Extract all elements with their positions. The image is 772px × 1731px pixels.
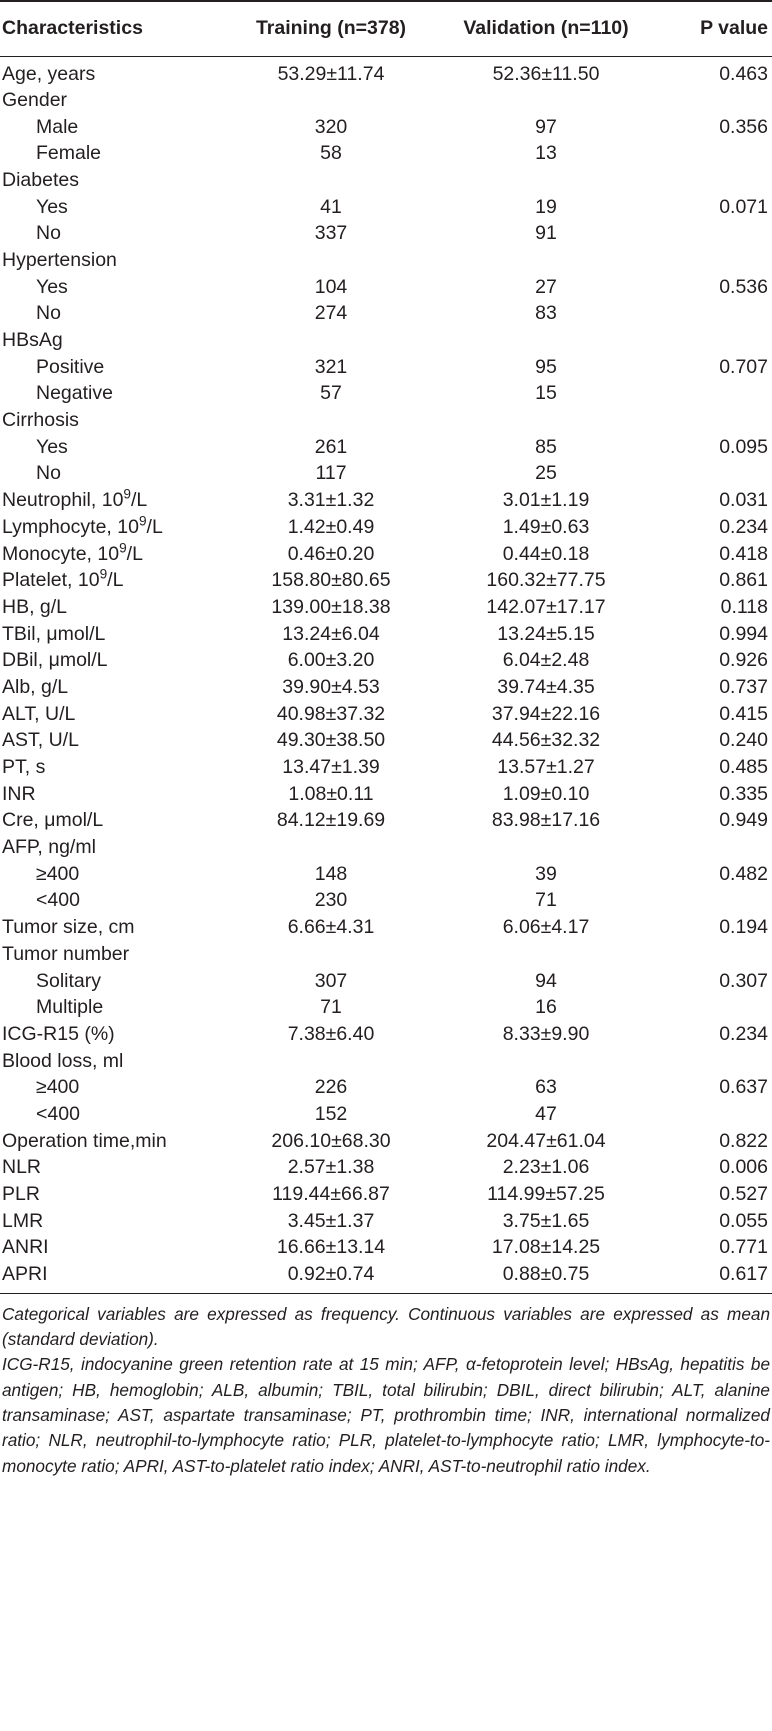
row-label-unit: /L <box>146 515 163 538</box>
training-value <box>226 834 436 861</box>
row-label <box>0 514 226 541</box>
row-label <box>0 167 226 194</box>
validation-value: 6.06±4.17 <box>502 916 590 939</box>
training-value: 57 <box>320 382 342 405</box>
training-value: 3.45±1.37 <box>287 1209 375 1232</box>
table-row <box>0 56 772 87</box>
p-value: 0.418 <box>719 542 768 565</box>
table-row <box>0 407 772 434</box>
row-label-text: Tumor size, cm <box>2 916 135 939</box>
p-value <box>656 247 772 274</box>
validation-value: 52.36±11.50 <box>492 62 600 85</box>
table-footnotes <box>0 1294 772 1479</box>
p-value <box>656 941 772 968</box>
validation-value: 160.32±77.75 <box>486 569 606 592</box>
training-value: 49.30±38.50 <box>276 729 386 752</box>
row-label <box>0 1154 226 1181</box>
training-value: 13.24±6.04 <box>282 622 380 645</box>
training-value: 261 <box>314 435 348 458</box>
row-label-text: TBil, μmol/L <box>2 622 106 645</box>
row-label-text: Age, years <box>2 62 96 85</box>
row-label <box>0 594 226 621</box>
row-label-text: Positive <box>36 355 105 378</box>
validation-value: 13.24±5.15 <box>497 622 595 645</box>
table-row <box>0 754 772 781</box>
row-label <box>0 380 226 407</box>
table-row <box>0 113 772 140</box>
row-label-text: Female <box>36 142 102 165</box>
validation-value <box>436 167 656 194</box>
validation-value: 114.99±57.25 <box>487 1183 605 1206</box>
table-body <box>0 56 772 1293</box>
row-label <box>0 433 226 460</box>
row-label-text: Platelet, 10 <box>2 569 100 592</box>
row-label-text: No <box>36 462 61 485</box>
row-label-text: ALT, U/L <box>2 702 76 725</box>
training-value: 152 <box>314 1102 348 1125</box>
p-value: 0.335 <box>719 782 768 805</box>
training-value: 320 <box>314 115 348 138</box>
validation-value: 15 <box>535 382 557 405</box>
table-row <box>0 247 772 274</box>
table-row <box>0 540 772 567</box>
row-label <box>0 193 226 220</box>
validation-value: 0.88±0.75 <box>436 1261 656 1294</box>
header-characteristics: Characteristics <box>0 1 226 56</box>
row-label-text: Operation time,min <box>2 1129 167 1152</box>
table-row <box>0 594 772 621</box>
table-row <box>0 1181 772 1208</box>
row-label-text: HBsAg <box>2 329 63 352</box>
training-value: 321 <box>314 355 348 378</box>
validation-value: 85 <box>535 435 557 458</box>
row-label-text: Blood loss, ml <box>2 1049 124 1072</box>
training-value: 148 <box>314 862 348 885</box>
p-value: 0.926 <box>719 649 768 672</box>
row-label-text: Multiple <box>36 996 104 1019</box>
p-value: 0.771 <box>719 1236 768 1259</box>
row-label <box>0 487 226 514</box>
row-label <box>0 1047 226 1074</box>
row-label-text: DBil, μmol/L <box>2 649 108 672</box>
validation-value <box>436 941 656 968</box>
validation-value <box>436 834 656 861</box>
row-label <box>0 620 226 647</box>
training-value: 3.31±1.32 <box>287 489 375 512</box>
table-row <box>0 1047 772 1074</box>
validation-value: 83.98±17.16 <box>491 809 601 832</box>
table-row <box>0 1074 772 1101</box>
validation-value: 8.33±9.90 <box>502 1022 590 1045</box>
p-value: 0.637 <box>719 1076 768 1099</box>
row-label-text: ICG-R15 (%) <box>2 1022 115 1045</box>
training-value: 16.66±13.14 <box>276 1236 386 1259</box>
table-row <box>0 1154 772 1181</box>
p-value: 0.617 <box>656 1261 772 1294</box>
row-label <box>0 87 226 114</box>
row-label-text: LMR <box>2 1209 44 1232</box>
row-label <box>0 327 226 354</box>
training-value: 71 <box>320 996 342 1019</box>
header-p-value: P value <box>656 1 772 56</box>
row-label <box>0 140 226 167</box>
row-label-text: AST, U/L <box>2 729 79 752</box>
table-row <box>0 87 772 114</box>
table-row <box>0 620 772 647</box>
p-value <box>656 1047 772 1074</box>
row-label-text: Monocyte, 10 <box>2 542 120 565</box>
table-row <box>0 700 772 727</box>
footnote-expression: Categorical variables are expressed as frequency. Continuous variables are expressed as mean (standard deviation). <box>2 1303 770 1350</box>
row-label <box>0 941 226 968</box>
row-label <box>0 1261 226 1294</box>
training-value: 117 <box>315 462 347 485</box>
training-value: 6.66±4.31 <box>287 916 375 939</box>
row-label <box>0 674 226 701</box>
row-label-exponent: 9 <box>119 540 127 556</box>
p-value: 0.071 <box>719 195 768 218</box>
row-label-text: ANRI <box>2 1236 49 1259</box>
validation-value: 44.56±32.32 <box>491 729 601 752</box>
p-value: 0.822 <box>719 1129 768 1152</box>
row-label <box>0 113 226 140</box>
table-row <box>0 1261 772 1294</box>
header-validation: Validation (n=110) <box>436 1 656 56</box>
training-value: 139.00±18.38 <box>271 595 391 618</box>
table-row <box>0 273 772 300</box>
p-value <box>656 140 772 167</box>
p-value: 0.707 <box>719 355 768 378</box>
row-label-text: Solitary <box>36 969 102 992</box>
table-row <box>0 433 772 460</box>
table-row <box>0 460 772 487</box>
row-label-text: Cre, μmol/L <box>2 809 104 832</box>
validation-value <box>436 327 656 354</box>
row-label-text: APRI <box>2 1262 48 1285</box>
row-label <box>0 994 226 1021</box>
row-label-text: ≥400 <box>36 862 80 885</box>
table-row <box>0 887 772 914</box>
table-row <box>0 220 772 247</box>
p-value <box>656 1101 772 1128</box>
validation-value: 25 <box>535 462 557 485</box>
p-value <box>656 87 772 114</box>
row-label <box>0 460 226 487</box>
row-label-text: Male <box>36 115 79 138</box>
p-value: 0.527 <box>719 1183 768 1206</box>
p-value: 0.118 <box>720 595 768 618</box>
training-value <box>226 1047 436 1074</box>
row-label <box>0 353 226 380</box>
validation-value <box>436 87 656 114</box>
p-value: 0.949 <box>719 809 768 832</box>
row-label-text: PLR <box>2 1183 40 1206</box>
table-row <box>0 1101 772 1128</box>
p-value: 0.307 <box>719 969 768 992</box>
row-label <box>0 700 226 727</box>
row-label <box>0 754 226 781</box>
row-label <box>0 1207 226 1234</box>
row-label-text: Cirrhosis <box>2 409 79 432</box>
validation-value: 2.23±1.06 <box>502 1156 590 1179</box>
validation-value: 3.75±1.65 <box>502 1209 590 1232</box>
training-value: 13.47±1.39 <box>282 756 380 779</box>
row-label-text: Lymphocyte, 10 <box>2 515 139 538</box>
table-row <box>0 994 772 1021</box>
validation-value: 27 <box>535 275 557 298</box>
validation-value: 39.74±4.35 <box>497 675 595 698</box>
row-label <box>0 247 226 274</box>
p-value <box>656 887 772 914</box>
p-value: 0.482 <box>719 862 768 885</box>
row-label-text: NLR <box>2 1156 42 1179</box>
validation-value: 13.57±1.27 <box>497 756 595 779</box>
training-value: 307 <box>314 969 348 992</box>
p-value: 0.737 <box>719 675 768 698</box>
validation-value: 97 <box>535 115 557 138</box>
p-value <box>656 994 772 1021</box>
row-label-text: <400 <box>36 1102 80 1125</box>
row-label <box>0 647 226 674</box>
table-row <box>0 967 772 994</box>
table-row <box>0 514 772 541</box>
training-value: 1.08±0.11 <box>288 782 374 805</box>
row-label-text: ≥400 <box>36 1076 80 1099</box>
row-label <box>0 567 226 594</box>
training-value: 40.98±37.32 <box>276 702 386 725</box>
validation-value: 16 <box>535 996 557 1019</box>
p-value: 0.031 <box>719 489 768 512</box>
table-row <box>0 353 772 380</box>
training-value <box>226 407 436 434</box>
table-row <box>0 780 772 807</box>
p-value <box>656 327 772 354</box>
row-label-text: Yes <box>36 435 68 458</box>
table-row <box>0 380 772 407</box>
validation-value: 37.94±22.16 <box>491 702 601 725</box>
training-value: 206.10±68.30 <box>271 1129 391 1152</box>
table-row <box>0 807 772 834</box>
p-value: 0.415 <box>719 702 768 725</box>
row-label <box>0 300 226 327</box>
row-label <box>0 1021 226 1048</box>
validation-value: 71 <box>535 889 557 912</box>
training-value: 226 <box>314 1076 348 1099</box>
p-value: 0.006 <box>719 1156 768 1179</box>
row-label <box>0 220 226 247</box>
p-value: 0.234 <box>719 1022 768 1045</box>
table-row <box>0 140 772 167</box>
table-row <box>0 1127 772 1154</box>
row-label-unit: /L <box>107 569 124 592</box>
validation-value: 47 <box>535 1102 557 1125</box>
row-label <box>0 860 226 887</box>
validation-value: 19 <box>535 195 557 218</box>
row-label-text: Yes <box>36 275 68 298</box>
table-row <box>0 1021 772 1048</box>
table-row <box>0 674 772 701</box>
table-row <box>0 834 772 861</box>
validation-value: 95 <box>535 355 557 378</box>
p-value <box>656 834 772 861</box>
p-value <box>656 380 772 407</box>
p-value <box>656 220 772 247</box>
row-label-text: No <box>36 302 61 325</box>
table-row <box>0 941 772 968</box>
validation-value: 91 <box>535 222 557 245</box>
row-label-exponent: 9 <box>123 486 132 502</box>
header-training: Training (n=378) <box>226 1 436 56</box>
p-value: 0.536 <box>719 275 768 298</box>
validation-value <box>436 247 656 274</box>
training-value: 7.38±6.40 <box>287 1022 375 1045</box>
row-label-unit: /L <box>126 542 143 565</box>
row-label-text: Gender <box>2 88 68 111</box>
training-value: 2.57±1.38 <box>287 1156 375 1179</box>
validation-value: 83 <box>535 302 557 325</box>
training-value: 230 <box>314 889 348 912</box>
training-value <box>226 941 436 968</box>
p-value <box>656 300 772 327</box>
row-label <box>0 834 226 861</box>
training-value <box>226 327 436 354</box>
table-row <box>0 1207 772 1234</box>
validation-value: 17.08±14.25 <box>491 1236 601 1259</box>
validation-value: 6.04±2.48 <box>502 649 590 672</box>
p-value: 0.485 <box>719 756 768 779</box>
training-value <box>226 247 436 274</box>
p-value: 0.861 <box>719 569 768 592</box>
p-value <box>656 460 772 487</box>
row-label <box>0 807 226 834</box>
p-value <box>656 407 772 434</box>
row-label-exponent: 9 <box>99 566 108 582</box>
validation-value: 142.07±17.17 <box>486 595 606 618</box>
training-value: 58 <box>320 142 342 165</box>
training-value: 0.46±0.20 <box>287 542 375 565</box>
training-value: 41 <box>320 195 342 218</box>
training-value <box>226 87 436 114</box>
row-label <box>0 727 226 754</box>
table-row <box>0 727 772 754</box>
row-label-text: Yes <box>36 195 68 218</box>
table-row <box>0 647 772 674</box>
table-row <box>0 327 772 354</box>
p-value: 0.095 <box>719 435 768 458</box>
p-value: 0.194 <box>719 916 768 939</box>
table-row <box>0 1234 772 1261</box>
row-label <box>0 1127 226 1154</box>
row-label-text: HB, g/L <box>2 595 68 618</box>
row-label-text: Diabetes <box>2 168 79 191</box>
table-row <box>0 193 772 220</box>
footnote-abbreviations: ICG-R15, indocyanine green retention rate at 15 min; AFP, α-fetoprotein level; HBsAg, hepatitis be antigen; HB, hemoglobin; ALB, albumin; TBIL, total bilirubin; DBIL, direct bilirubin; ALT, alanine transaminase; AST, aspartate transaminase; PT, prothrombin time; INR, international normalized ratio; NLR, neutrophil-to-lymphocyte ratio; PLR, platelet-to-lymphocyte ratio; LMR, lymphocyte-to-monocyte ratio; APRI, AST-to-platelet ratio index; ANRI, AST-to-neutrophil ratio index. <box>2 1354 770 1476</box>
validation-value: 204.47±61.04 <box>486 1129 606 1152</box>
p-value: 0.240 <box>719 729 768 752</box>
row-label-text: AFP, ng/ml <box>2 836 96 859</box>
validation-value <box>436 407 656 434</box>
row-label <box>0 56 226 87</box>
row-label <box>0 273 226 300</box>
training-value: 6.00±3.20 <box>287 649 375 672</box>
row-label <box>0 1234 226 1261</box>
validation-value: 13 <box>535 142 557 165</box>
table-row <box>0 860 772 887</box>
table-row <box>0 914 772 941</box>
row-label <box>0 914 226 941</box>
row-label <box>0 967 226 994</box>
row-label-unit: /L <box>131 489 148 512</box>
table-header <box>0 1 772 56</box>
training-value <box>226 167 436 194</box>
validation-value: 0.44±0.18 <box>502 542 590 565</box>
row-label <box>0 1101 226 1128</box>
row-label-text: Neutrophil, 10 <box>2 489 124 512</box>
validation-value: 3.01±1.19 <box>502 489 590 512</box>
validation-value: 39 <box>535 862 557 885</box>
training-value: 0.92±0.74 <box>226 1261 436 1294</box>
p-value: 0.234 <box>719 515 768 538</box>
training-value: 274 <box>314 302 348 325</box>
validation-value: 1.09±0.10 <box>502 782 590 805</box>
row-label <box>0 540 226 567</box>
training-value: 104 <box>314 275 348 298</box>
p-value <box>656 167 772 194</box>
validation-value: 94 <box>535 969 557 992</box>
table-row <box>0 167 772 194</box>
training-value: 39.90±4.53 <box>282 675 380 698</box>
training-value: 337 <box>314 222 348 245</box>
row-label-text: No <box>36 222 61 245</box>
row-label-text: Negative <box>36 382 113 405</box>
row-label-text: Alb, g/L <box>2 675 69 698</box>
row-label-text: INR <box>2 782 36 805</box>
table-row <box>0 487 772 514</box>
p-value: 0.356 <box>719 115 768 138</box>
row-label-text: Hypertension <box>2 248 117 271</box>
p-value: 0.463 <box>719 62 768 85</box>
row-label <box>0 1074 226 1101</box>
training-value: 53.29±11.74 <box>277 62 385 85</box>
table-row <box>0 300 772 327</box>
table-row <box>0 567 772 594</box>
row-label <box>0 407 226 434</box>
row-label <box>0 780 226 807</box>
row-label-text: <400 <box>36 889 80 912</box>
validation-value: 63 <box>535 1076 557 1099</box>
row-label <box>0 1181 226 1208</box>
validation-value <box>436 1047 656 1074</box>
p-value: 0.994 <box>719 622 768 645</box>
training-value: 119.44±66.87 <box>272 1183 390 1206</box>
p-value: 0.055 <box>719 1209 768 1232</box>
row-label <box>0 887 226 914</box>
training-value: 84.12±19.69 <box>276 809 386 832</box>
row-label-exponent: 9 <box>138 513 147 529</box>
training-value: 1.42±0.49 <box>287 515 375 538</box>
row-label-text: Tumor number <box>2 942 130 965</box>
training-value: 158.80±80.65 <box>271 569 391 592</box>
row-label-text: PT, s <box>2 756 46 779</box>
validation-value: 1.49±0.63 <box>502 515 590 538</box>
